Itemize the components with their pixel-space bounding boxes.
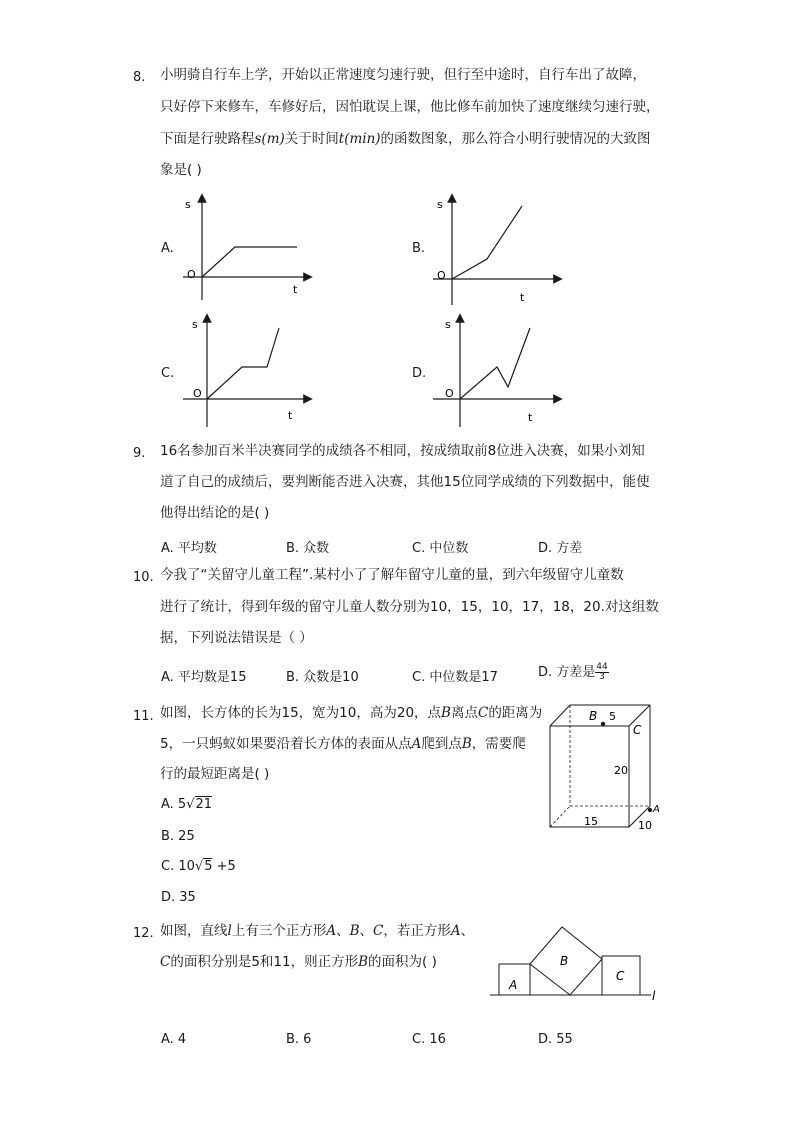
q8-number: 8. [133, 70, 146, 85]
q8-graph-d-ylabel: s [445, 318, 451, 331]
q11-line1-c: 的距离为 [488, 705, 543, 721]
q10-option-d-fraction [595, 663, 608, 682]
q11-option-a-text: A. 5 [161, 797, 187, 812]
q11-option-d: D. 35 [161, 890, 196, 905]
q11-point-a: A [411, 736, 422, 752]
q10-frac-num: 44 [596, 662, 608, 672]
q11-fig-label-5: 5 [609, 710, 616, 723]
q12-line1-d: 、 [460, 923, 475, 939]
q9-number: 9. [133, 446, 146, 461]
q12-fig-label-a: A [509, 978, 518, 992]
q8-graph-a-label: A. [161, 241, 174, 256]
q12-option-a: A. 4 [161, 1032, 187, 1047]
q8-var-t: t(min) [338, 131, 381, 147]
q12-line1-c: ，若正方形 [383, 923, 451, 939]
q11-line-2 [160, 734, 526, 754]
q11-point-b2: B [461, 736, 472, 752]
q9-line-2: 道了自己的成绩后，要判断能否进入决赛，其他15位同学成绩的下列数据中，能使 [160, 474, 650, 490]
q12-line2-a: 的面积分别是5和11，则正方形 [170, 954, 359, 970]
q8-graph-d-origin: O [445, 387, 454, 400]
q10-number: 10. [133, 570, 154, 585]
q12-sep1: 、 [336, 923, 350, 939]
q8-graph-d-xlabel: t [528, 411, 533, 424]
q12-var-c2: C [160, 954, 171, 970]
q8-graph-a-xlabel: t [293, 283, 298, 296]
q10-line-1: 今我了“关留守儿童工程”.某村小了了解年留守儿童的量，到六年级留守儿童数 [160, 567, 624, 583]
q9-line-3: 他得出结论的是( ) [160, 505, 270, 521]
q10-frac-den: 3 [599, 672, 605, 682]
q12-option-b: B. 6 [286, 1032, 312, 1047]
q10-option-a: A. 平均数是15 [161, 670, 247, 685]
q8-graph-b-label: B. [412, 241, 426, 256]
q12-line2-b: 的面积为( ) [368, 954, 437, 970]
q12-var-l: l [227, 923, 232, 939]
q8-line-2: 只好停下来修车，车修好后，因怕耽误上课，他比修车前加快了速度继续匀速行驶， [160, 99, 660, 115]
sqrt-icon: √ [186, 797, 195, 812]
q11-line1-a: 如图，长方体的长为15，宽为10，高为20，点 [160, 705, 442, 721]
q8-line-4: 象是( ) [160, 162, 202, 178]
q8-graph-a-origin: O [187, 268, 196, 281]
q8-graph-b-xlabel: t [520, 291, 525, 304]
q12-var-c: C [373, 923, 384, 939]
sqrt-icon: √ [194, 859, 204, 874]
q11-cuboid-figure [540, 698, 670, 838]
q8-line3-a: 下面是行驶路程 [160, 131, 255, 147]
q8-graph-d-label: D. [412, 366, 427, 381]
q10-option-d-text: D. 方差是 [538, 665, 596, 680]
q11-line-3: 行的最短距离是( ) [160, 766, 270, 782]
q9-line-1: 16名参加百米半决赛同学的成绩各不相同，按成绩取前8位进入决赛，如果小刘知 [160, 443, 645, 459]
q10-option-b: B. 众数是10 [286, 670, 359, 685]
q11-point-b: B [441, 705, 451, 721]
q8-graph-c-xlabel: t [288, 409, 293, 422]
q12-fig-label-l: l [652, 989, 656, 1003]
q11-option-b: B. 25 [161, 829, 195, 844]
q11-line2-c: ，需要爬 [471, 736, 526, 752]
q8-graph-c [175, 312, 315, 430]
q11-option-c [161, 859, 236, 874]
q11-option-c-post: +5 [212, 859, 236, 874]
q8-graph-d [425, 312, 565, 430]
q12-number: 12. [133, 926, 154, 941]
q12-line-1 [160, 921, 474, 941]
q8-graph-c-origin: O [193, 387, 202, 400]
q8-graph-b [425, 190, 565, 310]
q10-line-2: 进行了统计，得到年级的留守儿童人数分别为10，15，10，17，18，20.对这组数 [160, 599, 659, 615]
q8-graph-c-ylabel: s [192, 318, 198, 331]
q8-line3-b: 关于时间 [284, 131, 339, 147]
q12-fig-label-b: B [560, 954, 569, 968]
q11-number: 11. [133, 709, 154, 724]
q11-line2-a: 5，一只蚂蚁如果要沿着长方体的表面从点 [160, 736, 412, 752]
q8-graph-c-label: C. [161, 366, 175, 381]
q8-line-1: 小明骑自行车上学，开始以正常速度匀速行驶，但行至中途时，自行车出了故障， [160, 67, 646, 83]
q12-option-d: D. 55 [538, 1032, 573, 1047]
q8-graph-a [175, 190, 315, 305]
q9-option-c: C. 中位数 [412, 541, 469, 556]
q11-fig-label-10: 10 [638, 819, 652, 832]
q11-line1-b: 离点 [450, 705, 478, 721]
q12-var-b2: B [358, 954, 369, 970]
q11-option-c-text: C. 10 [161, 859, 195, 874]
q12-sep2: 、 [359, 923, 373, 939]
q11-fig-label-20: 20 [614, 764, 628, 777]
q10-option-c: C. 中位数是17 [412, 670, 498, 685]
q11-option-c-radicand: 5 [204, 859, 213, 874]
q11-option-a [161, 797, 212, 812]
q12-squares-figure [485, 918, 665, 1006]
q12-var-a2: A [450, 923, 461, 939]
q12-var-a: A [326, 923, 337, 939]
q11-line-1 [160, 703, 542, 723]
q8-line3-c: 的函数图象，那么符合小明行驶情况的大致图 [380, 131, 651, 147]
q12-line1-a: 如图，直线 [160, 923, 228, 939]
q8-graph-b-origin: O [437, 269, 446, 282]
q11-fig-label-b: B [589, 709, 598, 723]
q12-fig-label-c: C [616, 969, 625, 983]
q9-option-d: D. 方差 [538, 541, 583, 556]
q10-line-3: 据，下列说法错误是（ ） [160, 630, 313, 646]
q12-option-c: C. 16 [412, 1032, 446, 1047]
q12-line-2 [160, 952, 437, 972]
q11-point-c: C [477, 705, 489, 721]
q11-option-a-radicand: 21 [195, 797, 213, 812]
q11-fig-label-15: 15 [584, 815, 598, 828]
q8-var-s: s(m) [254, 131, 285, 147]
q12-line1-b: 上有三个正方形 [231, 923, 327, 939]
q8-line-3 [160, 129, 651, 149]
q11-line2-b: 爬到点 [421, 736, 462, 752]
q9-option-a: A. 平均数 [161, 541, 217, 556]
q8-graph-b-ylabel: s [437, 198, 443, 211]
q10-option-d [538, 661, 609, 682]
q8-graph-a-ylabel: s [185, 198, 191, 211]
q9-option-b: B. 众数 [286, 541, 330, 556]
q11-fig-label-c: C [633, 723, 642, 737]
q12-var-b: B [349, 923, 360, 939]
q11-fig-label-a: A [653, 804, 660, 815]
